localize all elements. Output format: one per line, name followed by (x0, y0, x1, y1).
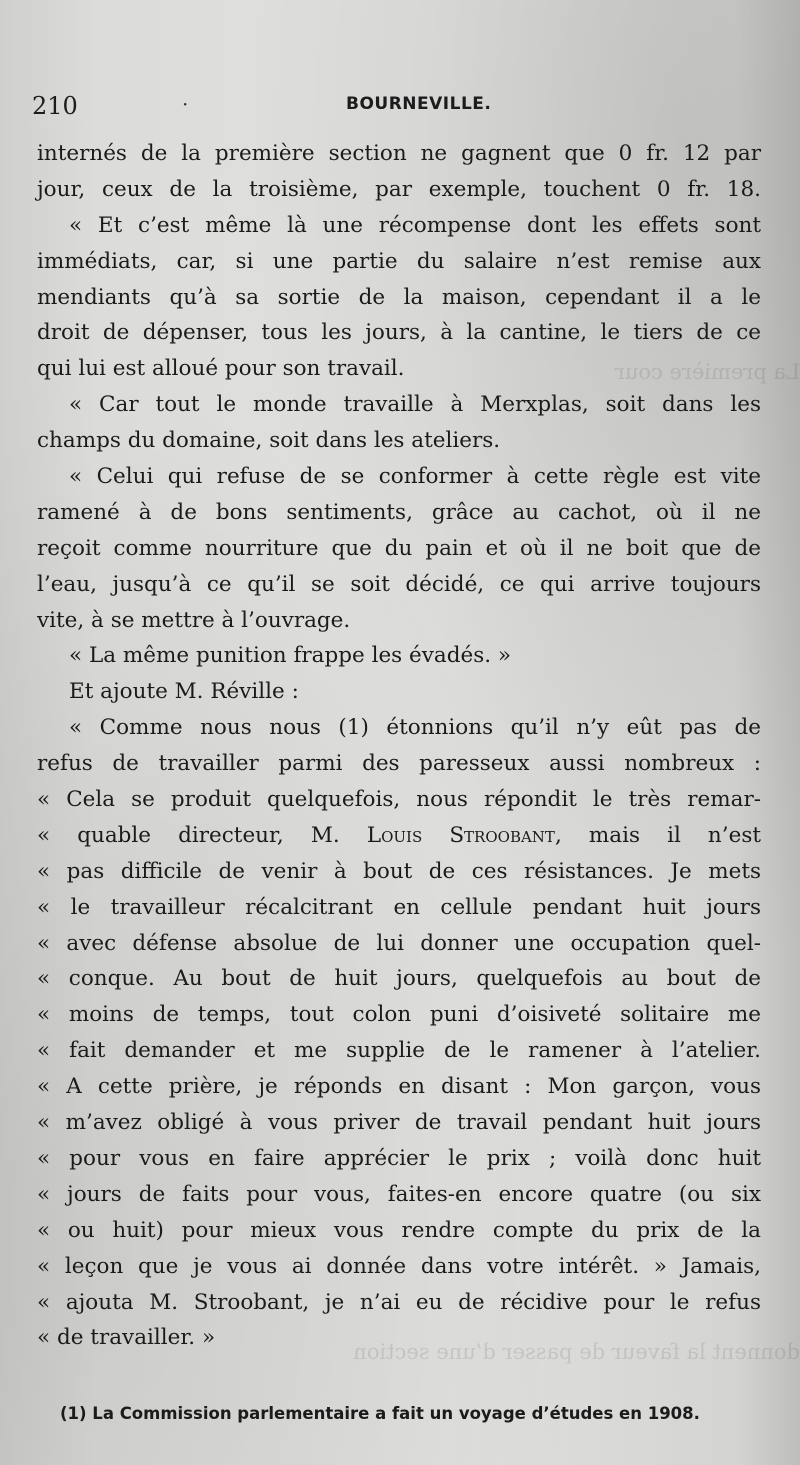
text-line: mendiants qu’à sa sortie de la maison, cependant il a le (37, 284, 761, 310)
text-line: l’eau, jusqu’à ce qu’il se soit décidé, ce qui arrive toujours (37, 571, 761, 597)
text-line: « pour vous en faire apprécier le prix ; voilà donc huit (37, 1145, 761, 1171)
text-line: droit de dépenser, tous les jours, à la cantine, le tiers de ce (37, 320, 761, 346)
body-text (37, 136, 761, 1356)
text-line: « ou huit) pour mieux vous rendre compte du prix de la (37, 1217, 761, 1243)
text-line: « ajouta M. Stroobant, je n’ai eu de récidive pour le refus (37, 1289, 761, 1315)
text-line: « Comme nous nous (1) étonnions qu’il n’y eût pas de (69, 715, 761, 741)
text-line: « m’avez obligé à vous priver de travail pendant huit jours (37, 1110, 761, 1136)
text-line: refus de travailler parmi des paresseux aussi nombreux : (37, 751, 761, 777)
text-line: « avec défense absolue de lui donner une occupation quel- (37, 930, 761, 956)
text-fragment: , mais il n’est (554, 822, 761, 848)
footnote: (1) La Commission parlementaire a fait un voyage d’études en 1908. (60, 1404, 700, 1423)
text-line: « de travailler. » (37, 1325, 216, 1351)
text-line: internés de la première section ne gagnent que 0 fr. 12 par (37, 141, 761, 166)
text-line: « La même punition frappe les évadés. » (69, 643, 512, 669)
text-fragment: « quable directeur, M. (37, 822, 340, 848)
text-line: « Car tout le monde travaille à Merxplas, soit dans les (69, 392, 761, 418)
text-line: « conque. Au bout de huit jours, quelquefois au bout de (37, 966, 761, 992)
text-line: « moins de temps, tout colon puni d’oisiveté solitaire me (37, 1002, 761, 1028)
text-line: ramené à de bons sentiments, grâce au cachot, où il ne (37, 499, 761, 525)
header-separator: · (182, 92, 189, 116)
text-line: « fait demander et me supplie de le ramener à l’atelier. (37, 1038, 761, 1064)
text-line: vite, à se mettre à l’ouvrage. (37, 607, 351, 633)
text-line: « Cela se produit quelquefois, nous répondit le très remar- (37, 787, 761, 813)
text-line: « leçon que je vous ai donnée dans votre intérêt. » Jamais, (37, 1253, 761, 1279)
text-line: « le travailleur récalcitrant en cellule pendant huit jours (37, 894, 761, 920)
text-line (37, 818, 761, 854)
text-line: « pas difficile de venir à bout de ces résistances. Je mets (37, 858, 761, 884)
text-line: « Et c’est même là une récompense dont les effets sont (69, 212, 761, 238)
text-line: « Celui qui refuse de se conformer à cette règle est vite (69, 464, 761, 490)
running-title: BOURNEVILLE. (346, 94, 492, 114)
text-line: qui lui est alloué pour son travail. (37, 356, 405, 382)
page-number: 210 (32, 92, 78, 120)
text-line: Et ajoute M. Réville : (69, 679, 299, 705)
text-line: immédiats, car, si une partie du salaire n’est remise aux (37, 248, 761, 274)
text-line: jour, ceux de la troisième, par exemple, touchent 0 fr. 18. (37, 176, 761, 202)
bleed-through-text: donnent la faveur de passer d’une section (353, 1340, 800, 1364)
bleed-through-text: La première cour (614, 360, 800, 384)
director-name: Louis Stroobant (366, 822, 555, 848)
text-line: « jours de faits pour vous, faites-en encore quatre (ou six (37, 1181, 761, 1207)
page-header (32, 92, 772, 122)
text-line: « A cette prière, je réponds en disant : Mon garçon, vous (37, 1074, 761, 1100)
text-line: reçoit comme nourriture que du pain et où il ne boit que de (37, 535, 761, 561)
text-line: champs du domaine, soit dans les ateliers. (37, 428, 501, 454)
